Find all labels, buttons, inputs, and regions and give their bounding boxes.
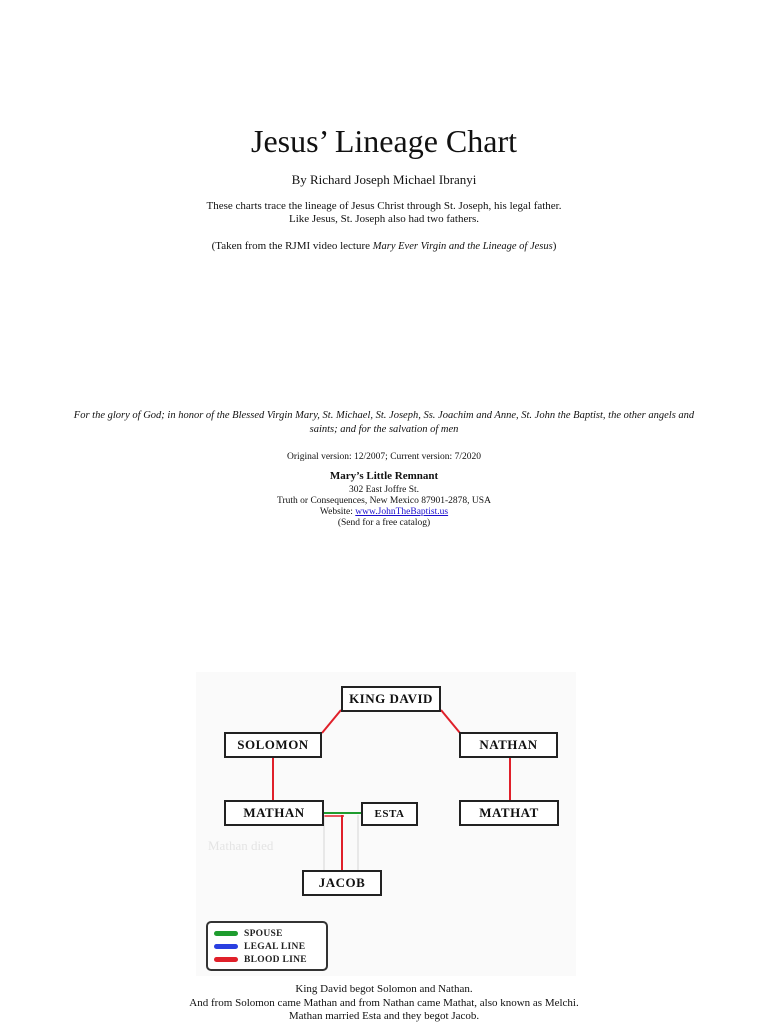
website-line [0,507,768,518]
node-mathan: MATHAN [224,800,324,826]
node-king-david: KING DAVID [341,686,441,712]
organization-address [0,485,768,529]
legend-label: BLOOD LINE [244,954,307,965]
intro-line-2: Like Jesus, St. Joseph also had two fathers. [288,213,480,225]
source-prefix: (Taken from the RJMI video lecture [211,240,373,252]
legend-item-legal-line [214,940,320,953]
faded-annotation: Mathan died [208,838,274,853]
legend-item-spouse [214,927,320,940]
legend-swatch-spouse [214,931,238,936]
page-title: Jesus’ Lineage Chart [251,123,517,159]
node-solomon: SOLOMON [224,732,322,758]
node-nathan: NATHAN [459,732,558,758]
city-address: Truth or Consequences, New Mexico 87901-2878, USA [277,496,491,506]
dedication: For the glory of God; in honor of the Blessed Virgin Mary, St. Michael, St. Joseph, Ss. Joachim and Anne, St. John the Baptist, the other angels and saints; and for the salvation of men [73,410,695,435]
legend-label: SPOUSE [244,928,283,939]
legend-item-blood-line [214,953,320,966]
version-info: Original version: 12/2007; Current version: 7/2020 [287,452,481,462]
diagram-legend [206,921,328,971]
narration-line-1: King David begot Solomon and Nathan. [295,983,473,995]
source-note [0,240,768,252]
intro-line-1: These charts trace the lineage of Jesus Christ through St. Joseph, his legal father. [206,200,562,212]
intro-text [0,200,768,226]
lecture-title: Mary Ever Virgin and the Lineage of Jesus [372,241,553,252]
diagram-narration [0,983,768,1024]
connector-david-nathan [441,710,460,733]
node-mathat: MATHAT [459,800,559,826]
connector-david-solomon [322,710,341,733]
legend-swatch-legal [214,944,238,949]
website-link[interactable]: www.JohnTheBaptist.us [355,507,449,517]
author-byline: By Richard Joseph Michael Ibranyi [291,172,477,187]
legend-swatch-blood [214,957,238,962]
narration-line-3: Mathan married Esta and they begot Jacob. [288,1010,480,1022]
catalog-note: (Send for a free catalog) [337,518,431,528]
legend-label: LEGAL LINE [244,941,306,952]
node-jacob: JACOB [302,870,382,896]
node-esta: ESTA [361,802,418,826]
street-address: 302 East Joffre St. [348,485,419,495]
organization-name: Mary’s Little Remnant [329,470,439,482]
website-label: Website: [319,507,356,517]
narration-line-2: And from Solomon came Mathan and from Nathan came Mathat, also known as Melchi. [189,996,579,1009]
source-suffix: ) [552,240,557,252]
lineage-diagram [196,672,576,976]
